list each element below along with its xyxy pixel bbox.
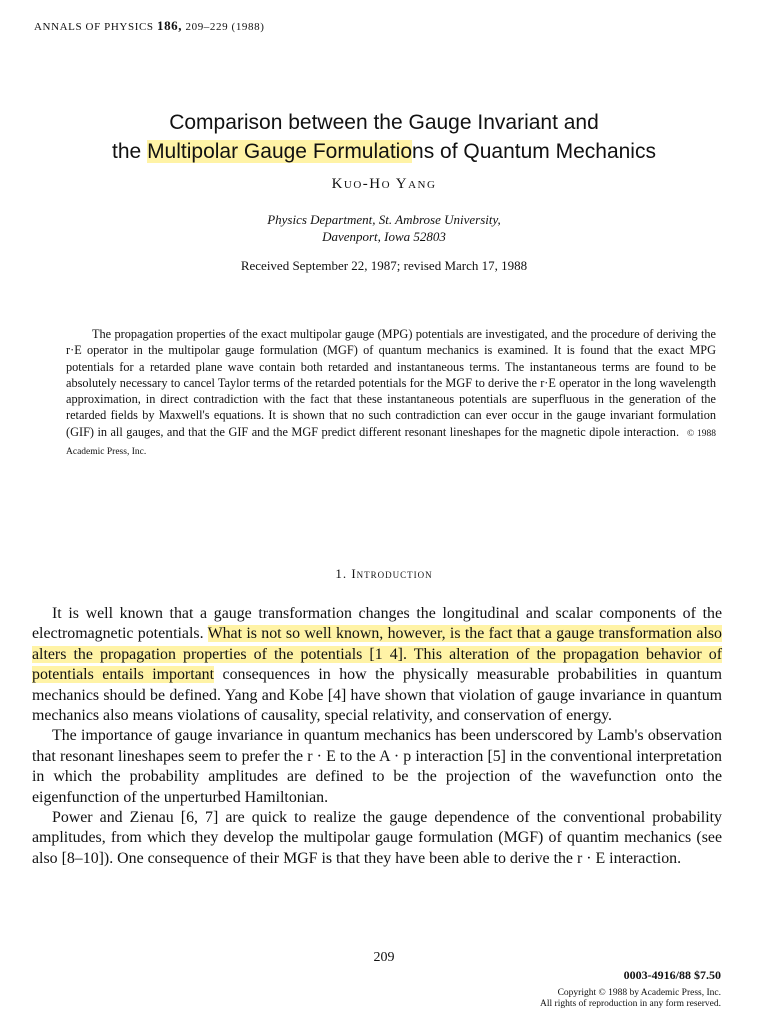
section-heading: 1. Introduction	[335, 566, 433, 581]
price-code: 0003-4916/88 $7.50	[623, 968, 721, 982]
title-line-1: Comparison between the Gauge Invariant and	[169, 111, 599, 134]
received-dates: Received September 22, 1987; revised March 17, 1988	[240, 258, 528, 273]
journal-name: ANNALS OF PHYSICS	[34, 21, 154, 33]
paragraph-2: The importance of gauge invariance in quantum mechanics has been underscored by Lamb's observation that resonant lineshapes seem to prefer the r · E to the A · p interaction [5] in the conventional interpretation in which the probability amplitudes are defined to be the projection of the wavefunction onto the eigenfunction of the unperturbed Hamiltonian.	[32, 727, 722, 806]
affiliation-line-1: Physics Department, St. Ambrose University,	[267, 212, 501, 227]
body-text	[32, 604, 722, 869]
affiliation	[0, 211, 768, 245]
paragraph-1-start: It is well known that a gauge transformation changes the longitudinal and scalar components of the electromagnetic potentials.	[32, 605, 722, 643]
abstract-text: The propagation properties of the exact multipolar gauge (MPG) potentials are investigated, and the procedure of deriving the r·E operator in the multipolar gauge formulation (MGF) of quantum mechanics is examined. It is found that the exact MPG potentials for a retarded plane wave contain both retarded and instantaneous terms. The instantaneous terms are found to be absolutely necessary to cancel Taylor terms of the retarded potentials for the MGF to derive the r·E operator in the long wavelength approximation, in direct contradiction with the fact that these instantaneous potentials are superfluous in the generation of the retarded fields by Maxwell's equations. It is shown that no such contradiction can ever occur in the gauge invariant formulation (GIF) in all gauges, and that the GIF and the MGF predict different resonant lineshapes for the magnetic dipole interaction.	[66, 327, 716, 439]
author-name: Kuo-Ho Yang	[331, 176, 437, 192]
title-highlight: Multipolar Gauge Formulatio	[147, 140, 413, 163]
page-range-year: 209–229 (1988)	[185, 21, 265, 33]
paragraph-1	[32, 604, 722, 726]
footer-copyright-line-2: All rights of reproduction in any form reserved.	[540, 999, 721, 1009]
paragraph-1-highlight: What is not so well known, however, is the fact that a gauge transformation also alters the propagation properties of the potentials [1 4]. This alteration of the propagation behavior of potentials entails important	[32, 625, 722, 684]
title-line-2	[0, 137, 768, 166]
paragraph-3: Power and Zienau [6, 7] are quick to realize the gauge dependence of the conventional probability amplitudes, from which they develop the multipolar gauge formulation (MGF) of quantim mechanics (see also [8–10]). One consequence of their MGF is that they have been able to derive the r · E interaction.	[32, 809, 722, 867]
footer-copyright-line-1: Copyright © 1988 by Academic Press, Inc.	[557, 988, 721, 998]
abstract	[66, 326, 716, 460]
volume-number: 186,	[156, 18, 183, 33]
title-line-2-pre: the	[112, 140, 148, 163]
title-line-2-post: ns of Quantum Mechanics	[412, 140, 656, 163]
paragraph-1-end: consequences in how the physically measurable probabilities in quantum mechanics should be defined. Yang and Kobe [4] have shown that violation of gauge invariance in quantum mechanics also means violations of causality, special relativity, and conservation of energy.	[32, 666, 722, 725]
paper-title	[0, 108, 768, 166]
page-number: 209	[373, 950, 395, 965]
running-head	[34, 18, 264, 34]
abstract-copyright: © 1988 Academic Press, Inc.	[66, 428, 716, 458]
footer-copyright	[540, 988, 721, 1010]
affiliation-line-2: Davenport, Iowa 52803	[322, 229, 446, 244]
